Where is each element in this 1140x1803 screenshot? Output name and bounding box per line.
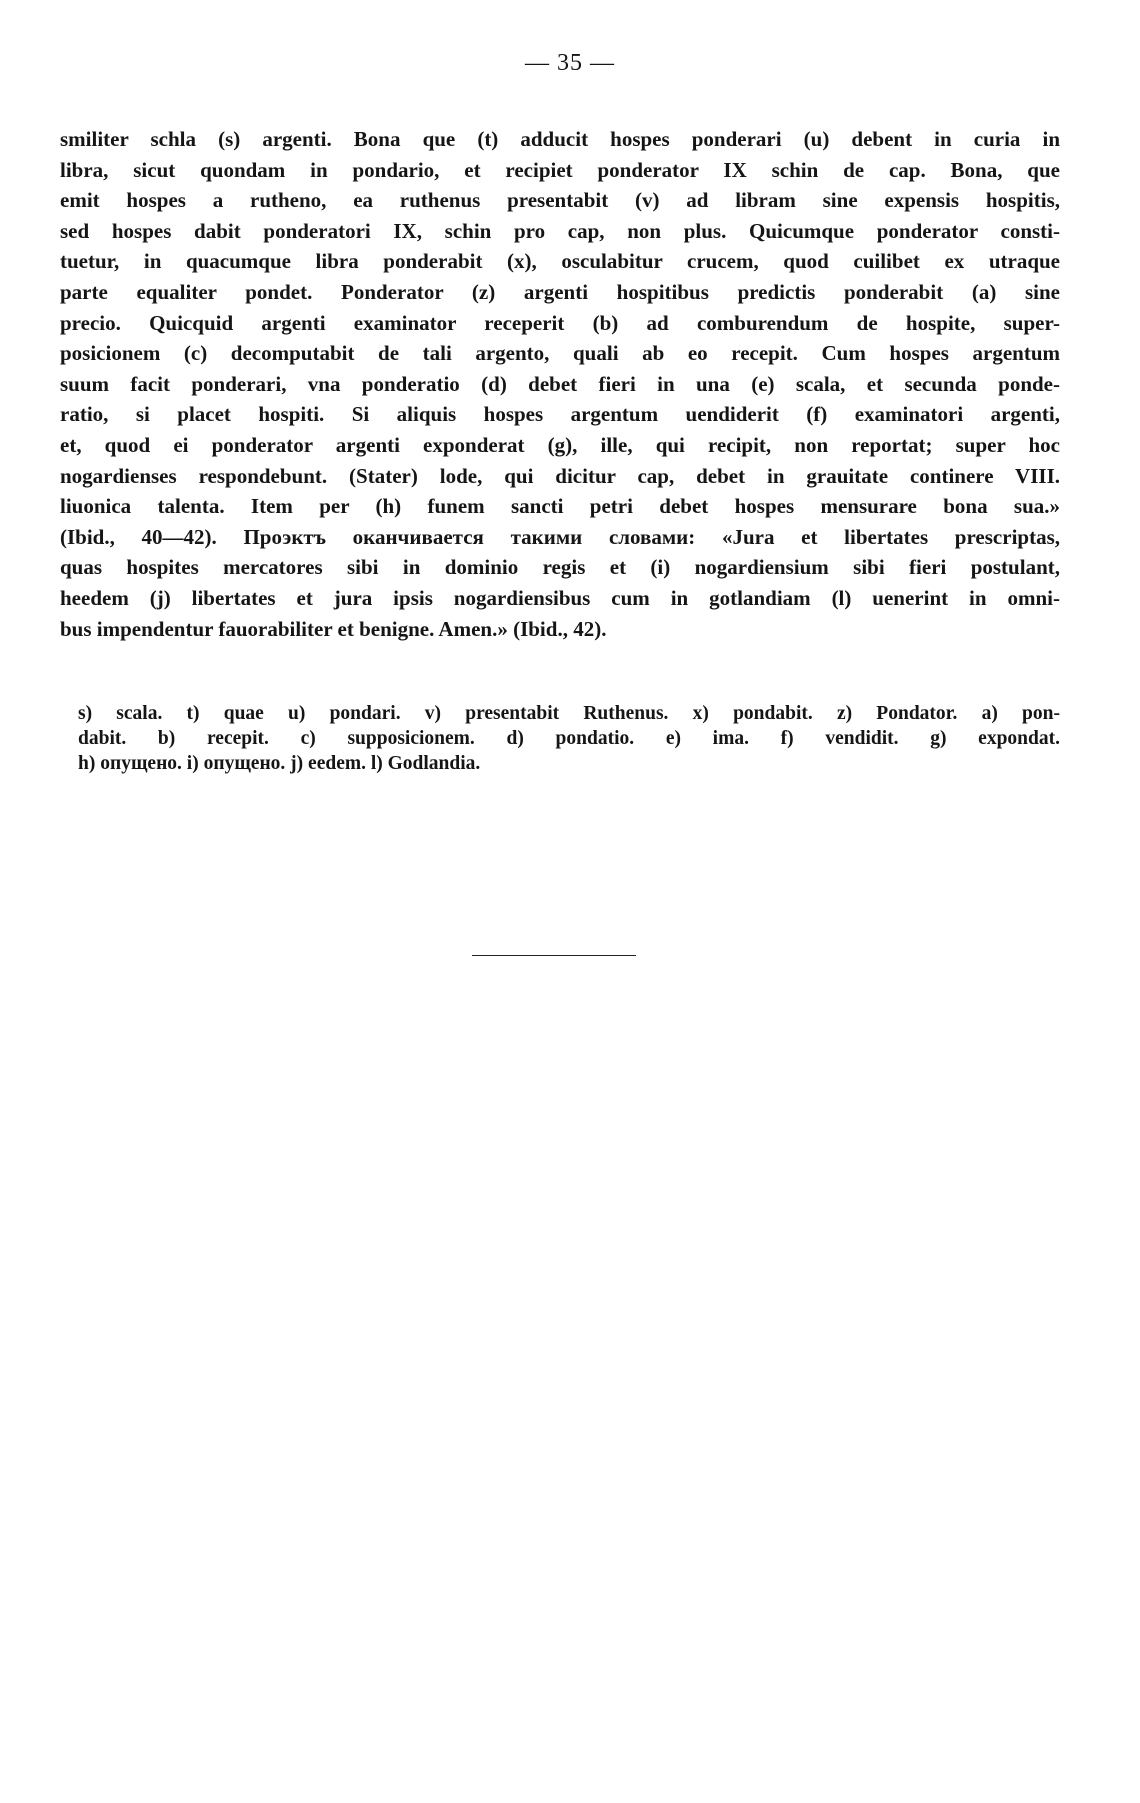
text-line: et, quod ei ponderator argenti exponderat (g), ille, qui recipit, non reportat; super hoc bbox=[60, 432, 1060, 457]
main-text-block bbox=[60, 124, 1060, 644]
text-line: smiliter schla (s) argenti. Bona que (t) adducit hospes ponderari (u) debent in curia in bbox=[60, 127, 1060, 151]
text-line: precio. Quicquid argenti examinator receperit (b) ad comburendum de hospite, super- bbox=[60, 310, 1060, 335]
text-line: suum facit ponderari, vna ponderatio (d) debet fieri in una (e) scala, et secunda ponde- bbox=[60, 371, 1060, 396]
text-line: tuetur, in quacumque libra ponderabit (x), osculabitur crucem, quod cuilibet ex utraque bbox=[60, 249, 1060, 274]
footnote-line: dabit. b) recepit. c) supposicionem. d) pondatio. e) ima. f) vendidit. g) expondat. bbox=[78, 728, 1060, 749]
text-line: libra, sicut quondam in pondario, et recipiet ponderator IX schin de cap. Bona, que bbox=[60, 157, 1060, 182]
text-line: emit hospes a rutheno, ea ruthenus presentabit (v) ad libram sine expensis hospitis, bbox=[60, 188, 1060, 213]
text-line: (Ibid., 40—42). Проэктъ оканчивается такими словами: «Jura et libertates prescriptas, bbox=[60, 524, 1060, 549]
text-line: heedem (j) libertates et jura ipsis nogardiensibus cum in gotlandiam (l) uenerint in omni- bbox=[60, 585, 1060, 610]
text-line: bus impendentur fauorabiliter et benigne. Amen.» (Ibid., 42). bbox=[60, 616, 607, 641]
text-line: nogardienses respondebunt. (Stater) lode, qui dicitur cap, debet in grauitate continere VIII. bbox=[60, 463, 1060, 488]
text-line: sed hospes dabit ponderatori IX, schin pro cap, non plus. Quicumque ponderator consti- bbox=[60, 218, 1060, 243]
text-line: posicionem (c) decomputabit de tali argento, quali ab eo recepit. Cum hospes argentum bbox=[60, 341, 1060, 366]
text-line: ratio, si placet hospiti. Si aliquis hospes argentum uendiderit (f) examinatori argenti, bbox=[60, 402, 1060, 427]
end-rule-divider bbox=[472, 955, 636, 956]
footnote-line: s) scala. t) quae u) pondari. v) presentabit Ruthenus. x) pondabit. z) Pondator. a) pon- bbox=[78, 703, 1060, 724]
page-number: — 35 — bbox=[525, 50, 615, 76]
footnote-line: h) опущено. i) опущено. j) eedem. l) Godlandia. bbox=[78, 753, 481, 774]
text-line: quas hospites mercatores sibi in dominio regis et (i) nogardiensium sibi fieri postulant, bbox=[60, 555, 1060, 580]
footnotes-block bbox=[78, 701, 1060, 776]
text-line: liuonica talenta. Item per (h) funem sancti petri debet hospes mensurare bona sua.» bbox=[60, 494, 1060, 519]
text-line: parte equaliter pondet. Ponderator (z) argenti hospitibus predictis ponderabit (a) sine bbox=[60, 279, 1060, 304]
